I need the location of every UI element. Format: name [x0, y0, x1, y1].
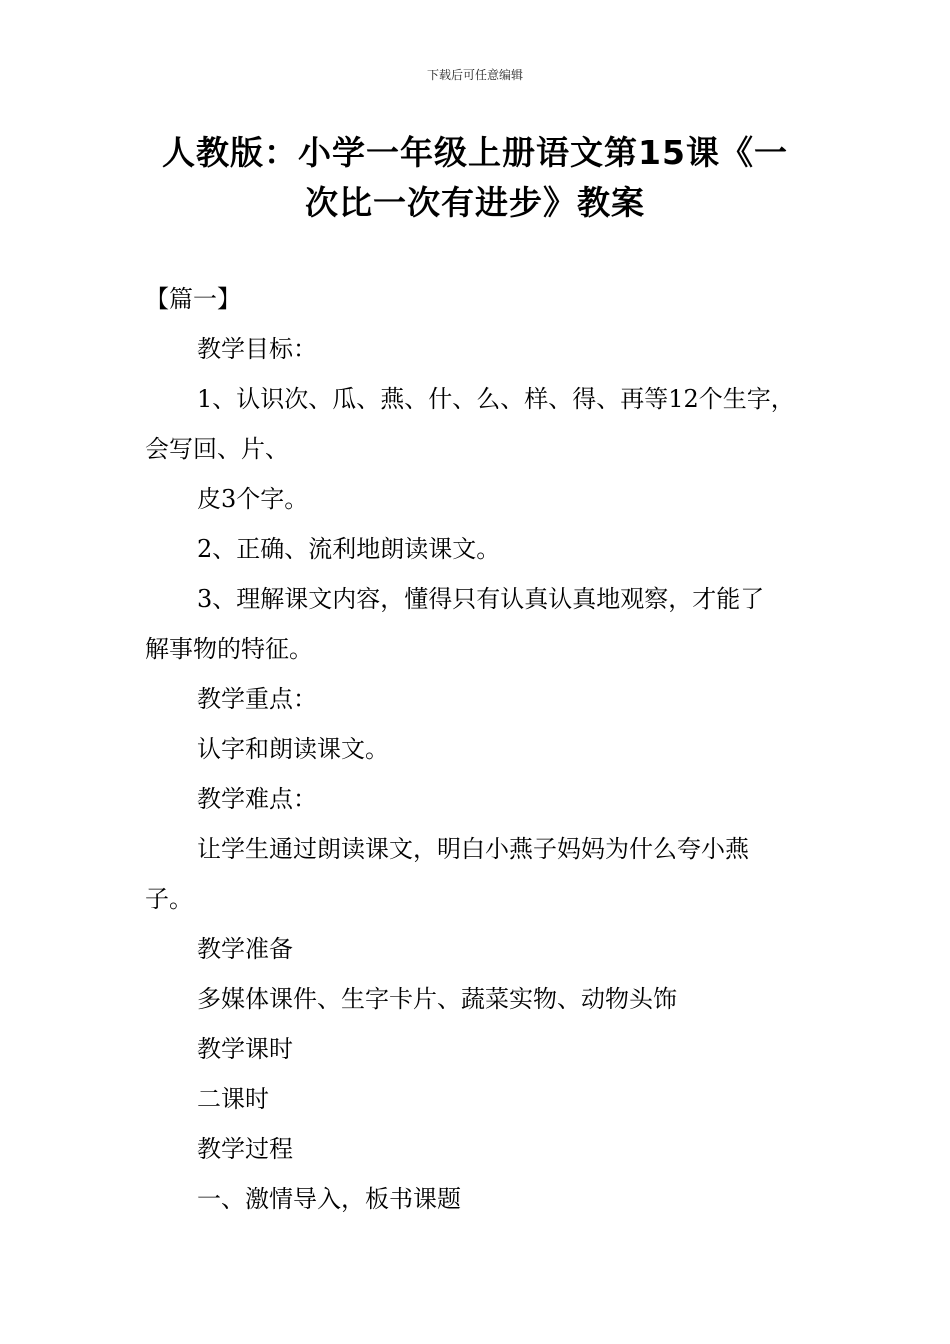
title-line-2: 次比一次有进步》教案 [305, 183, 645, 222]
class-hours-text: 二课时 [197, 1085, 269, 1113]
key-point-heading: 教学重点： [197, 685, 317, 713]
goal-1-line-3: 皮3个字。 [197, 485, 309, 513]
title-line-1: 人教版：小学一年级上册语文第15课《一 [162, 133, 788, 172]
preparation-heading: 教学准备 [197, 935, 293, 963]
class-hours-heading: 教学课时 [197, 1035, 293, 1063]
goal-3-line-2: 解事物的特征。 [145, 635, 313, 663]
difficulty-line-2: 子。 [145, 885, 193, 913]
process-step-1: 一、激情导入，板书课题 [197, 1185, 461, 1213]
goal-heading: 教学目标： [197, 335, 317, 363]
process-heading: 教学过程 [197, 1135, 293, 1163]
section-label: 【篇一】 [145, 285, 241, 313]
goal-1-line-2: 会写回、片、 [145, 435, 289, 463]
difficulty-heading: 教学难点： [197, 785, 317, 813]
document-title [130, 128, 820, 228]
page-header-note: 下载后可任意编辑 [426, 68, 523, 82]
key-point-text: 认字和朗读课文。 [197, 735, 389, 763]
goal-1-line-1: 1、认识次、瓜、燕、什、么、样、得、再等12个生字， [197, 385, 795, 413]
goal-3-line-1: 3、理解课文内容，懂得只有认真认真地观察，才能了 [197, 585, 765, 613]
difficulty-line-1: 让学生通过朗读课文，明白小燕子妈妈为什么夸小燕 [197, 835, 749, 863]
goal-2: 2、正确、流利地朗读课文。 [197, 535, 501, 563]
document-body [145, 274, 830, 1224]
preparation-text: 多媒体课件、生字卡片、蔬菜实物、动物头饰 [197, 985, 677, 1013]
